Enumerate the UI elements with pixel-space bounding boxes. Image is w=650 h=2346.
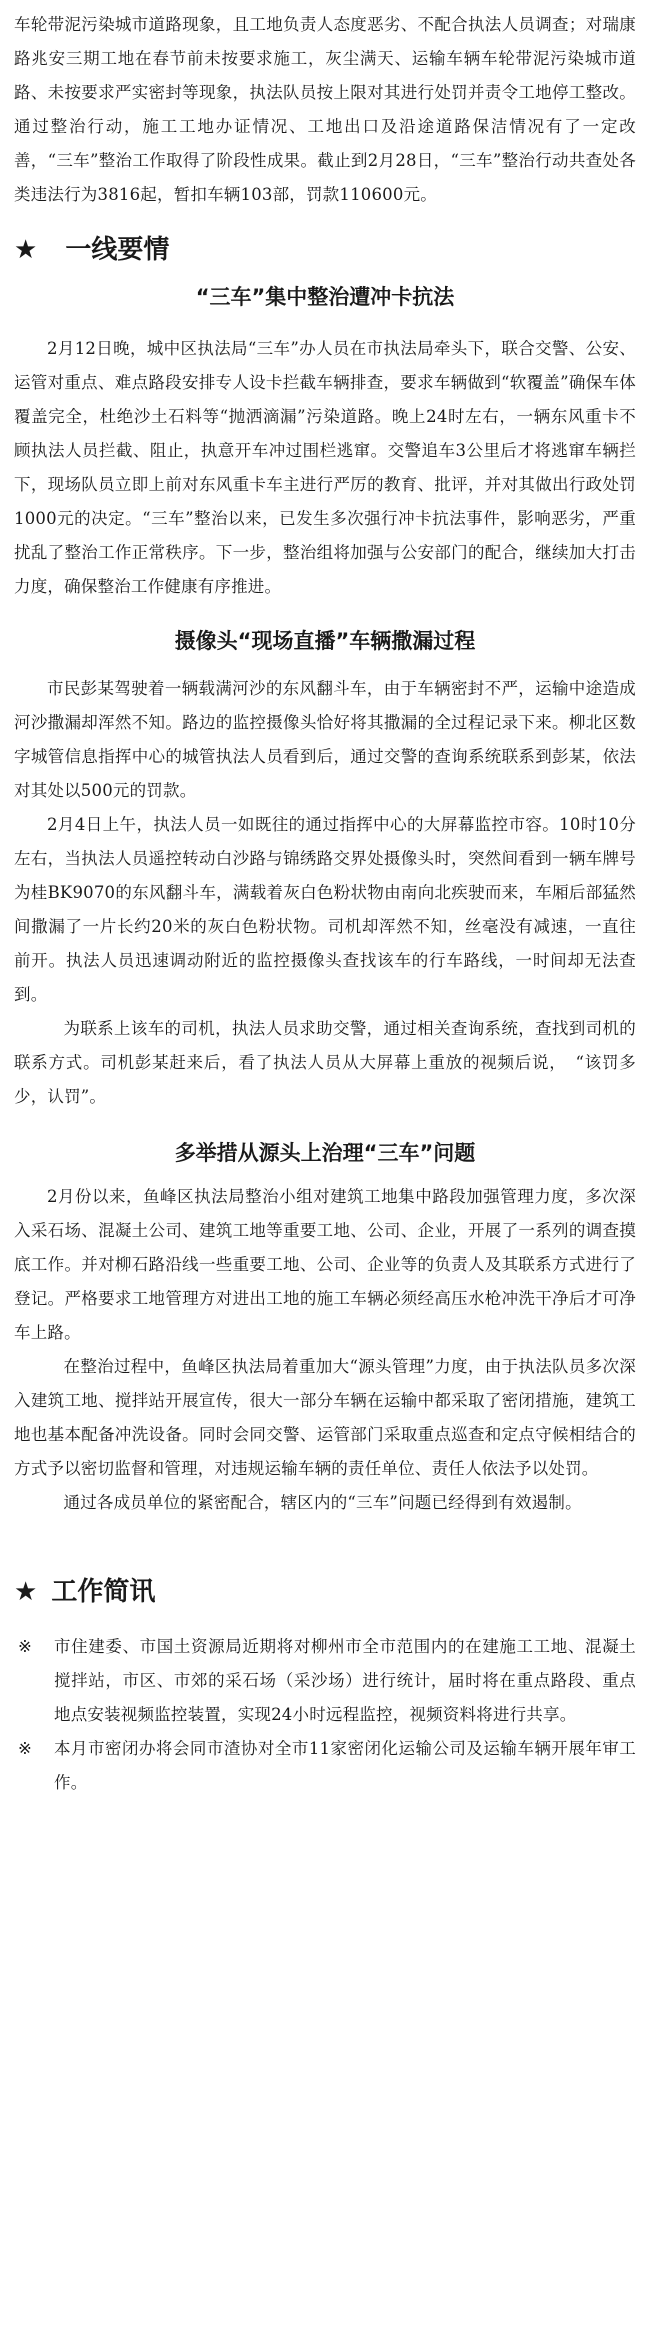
article-title: 摄像头“现场直播”车辆撒漏过程: [174, 629, 476, 653]
article-paragraph: 2月4日上午，执法人员一如既往的通过指挥中心的大屏幕监控市容。10时10分左右，当执法人员遥控转动白沙路与锦绣路交界处摄像头时，突然间看到一辆车牌号为桂BK9070的东风翻斗车，满载着灰白色粉状物由南向北疾驶而来，车厢后部猛然间撒漏了一片长约20米的灰白色粉状物。司机却浑然不知，丝毫没有减速，一直往前开。执法人员迅速调动附近的监控摄像头查找该车的行车路线，一时间却无法查到。: [14, 815, 636, 1004]
article-paragraph: 2月12日晚，城中区执法局“三车”办人员在市执法局牵头下，联合交警、公安、运管对重点、难点路段安排专人设卡拦截车辆排查，要求车辆做到“软覆盖”确保车体覆盖完全，杜绝沙土石料等“抛洒滴漏”污染道路。晚上24时左右，一辆东风重卡不顾执法人员拦截、阻止，执意开车冲过围栏逃窜。交警追车3公里后才将逃窜车辆拦下，现场队员立即上前对东风重卡车主进行严厉的教育、批评，并对其做出行政处罚1000元的决定。“三车”整治以来，已发生多次强行冲卡抗法事件，影响恶劣，严重扰乱了整治工作正常秩序。下一步，整治组将加强与公安部门的配合，继续加大打击力度，确保整治工作健康有序推进。: [14, 339, 636, 596]
article-paragraph: 市民彭某驾驶着一辆载满河沙的东风翻斗车，由于车辆密封不严，运输中途造成河沙撒漏却浑然不知。路边的监控摄像头恰好将其撒漏的全过程记录下来。柳北区数字城管信息指挥中心的城管执法人员看到后，通过交警的查询系统联系到彭某，依法对其处以500元的罚款。: [14, 679, 636, 800]
star-icon: ★: [14, 235, 38, 265]
reference-mark-icon: ※: [18, 1739, 32, 1758]
section-title: 工作简讯: [51, 1577, 156, 1607]
section-heading-frontline: [14, 230, 636, 270]
article-paragraph: 为联系上该车的司机，执法人员求助交警，通过相关查询系统，查找到司机的联系方式。司机彭某赶来后，看了执法人员从大屏幕上重放的视频后说， “该罚多少，认罚”。: [14, 1019, 636, 1106]
section-heading-briefs: [14, 1572, 636, 1612]
intro-paragraph: 车轮带泥污染城市道路现象，且工地负责人态度恶劣、不配合执法人员调查；对瑞康路兆安三期工地在春节前未按要求施工，灰尘满天、运输车辆车轮带泥污染城市道路、未按要求严实密封等现象，执法队员按上限对其进行处罚并责令工地停工整改。通过整治行动，施工工地办证情况、工地出口及沿途道路保洁情况有了一定改善，“三车”整治工作取得了阶段性成果。截止到2月28日，“三车”整治行动共查处各类违法行为3816起，暂扣车辆103部，罚款110600元。: [14, 15, 636, 204]
article-paragraph: 通过各成员单位的紧密配合，辖区内的“三车”问题已经得到有效遏制。: [63, 1493, 582, 1512]
reference-mark-icon: ※: [18, 1637, 32, 1656]
star-icon: ★: [14, 1577, 38, 1607]
article-title: “三车”集中整治遭冲卡抗法: [195, 285, 455, 309]
brief-text: 市住建委、市国土资源局近期将对柳州市全市范围内的在建施工工地、混凝土搅拌站，市区、市郊的采石场（采沙场）进行统计，届时将在重点路段、重点地点安装视频监控装置，实现24小时远程监控，视频资料将进行共享。: [54, 1637, 636, 1724]
article-paragraph: 2月份以来，鱼峰区执法局整治小组对建筑工地集中路段加强管理力度，多次深入采石场、混凝土公司、建筑工地等重要工地、公司、企业，开展了一系列的调查摸底工作。并对柳石路沿线一些重要工地、公司、企业等的负责人及其联系方式进行了登记。严格要求工地管理方对进出工地的施工车辆必须经高压水枪冲洗干净后才可净车上路。: [14, 1187, 636, 1342]
article-title: 多举措从源头上治理“三车”问题: [174, 1141, 476, 1165]
brief-item: [14, 1630, 636, 1732]
brief-item: [14, 1732, 636, 1800]
brief-text: 本月市密闭办将会同市渣协对全市11家密闭化运输公司及运输车辆开展年审工作。: [54, 1739, 636, 1792]
article-paragraph: 在整治过程中，鱼峰区执法局着重加大“源头管理”力度，由于执法队员多次深入建筑工地、搅拌站开展宣传，很大一部分车辆在运输中都采取了密闭措施，建筑工地也基本配备冲洗设备。同时会同交警、运管部门采取重点巡查和定点守候相结合的方式予以密切监督和管理，对违规运输车辆的责任单位、责任人依法予以处罚。: [14, 1357, 636, 1478]
section-title: 一线要情: [65, 235, 170, 265]
